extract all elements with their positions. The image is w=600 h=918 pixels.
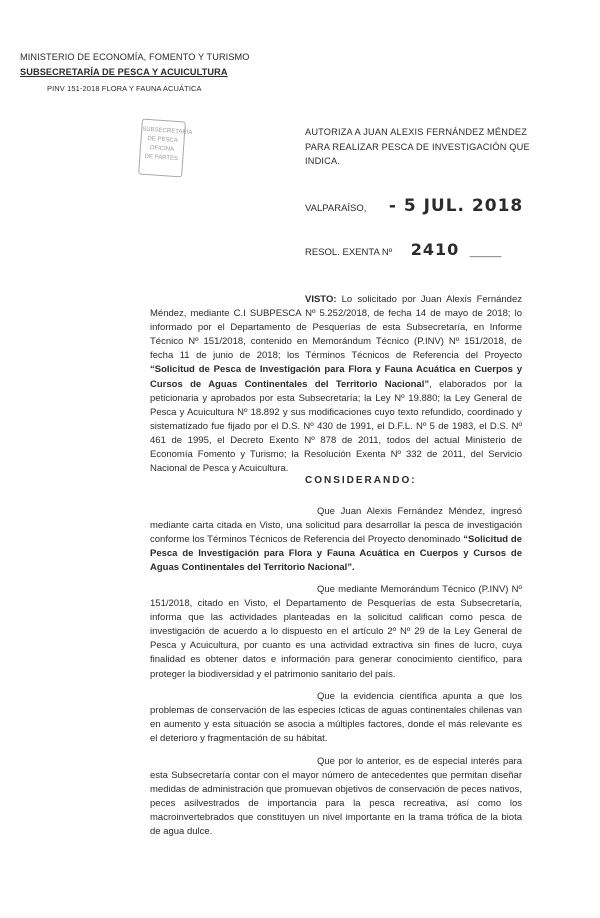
resolution-date: - 5 JUL. 2018 bbox=[388, 196, 524, 216]
office-stamp bbox=[138, 119, 193, 178]
stamp-line: DE PARTES bbox=[144, 153, 179, 163]
considerando-paragraph-4: Que por lo anterior, es de especial interés para esta Subsecretaría contar con el mayor número de antecedentes que permitan diseñar medidas de administración que promuevan objetivos de conservación de peces nativos, peces asilvestrados de importancia para la pesca recreativa, así como los macroinvertebrados que constituyen un nivel importante en la trama trófica de la biota de agua dulce. bbox=[150, 756, 522, 838]
place-date-line bbox=[305, 196, 523, 216]
visto-text-post: , elaborados por la peticionaria y aprobados por esta Subsecretaría; la Ley Nº 19.880; la Ley General de Pesca y Acuicultura Nº 18.892 y sus modificaciones cuyo texto refundido, coordinado y sistematizado fue fijado por el D.S. Nº 430 de 1991, el D.F.L. Nº 5 de 1983, el D.S. Nº 461 de 1995, el Decreto Exento Nº 878 de 2011, todos del actual Ministerio de Economía Fomento y Turismo; la Resolución Exenta Nº 332 de 2011, del Servicio Nacional de Pesca y Acuicultura. bbox=[150, 378, 522, 475]
resolution-number-line bbox=[305, 240, 501, 260]
considerando-1-text: Que Juan Alexis Fernández Méndez, ingresó mediante carta citada en Visto, una solicitud para desarrollar la pesca de investigación conforme los Términos Técnicos de Referencia del Proyecto denominado bbox=[150, 506, 522, 546]
visto-project-title: “Solicitud de Pesca de Investigación para Flora y Fauna Acuática en Cuerpos y Cursos de Aguas Continentales del Territorio Nacional” bbox=[150, 364, 522, 390]
resolution-number: 2410 bbox=[410, 240, 460, 259]
stamp-line: SUBSECRETARÍA bbox=[142, 126, 193, 137]
visto-label: VISTO: bbox=[305, 294, 337, 305]
stamp-line: DE PESCA bbox=[147, 135, 178, 145]
considerando-paragraph-2: Que mediante Memorándum Técnico (P.INV) Nº 151/2018, citado en Visto, el Departamento de Pesquerías de esta Subsecretaría, informa que las actividades planteadas en la solicitud califican como pesca de investigación de acuerdo a lo dispuesto en el artículo 2º Nº 29 de la Ley General de Pesca y Acuicultura, por cuanto es una actividad extractiva sin fines de lucro, cuya finalidad es obtener datos e información para generar conocimiento científico, para proteger la biodiversidad y el patrimonio sanitario del país. bbox=[150, 584, 522, 680]
considerando-1-project-title: “Solicitud de Pesca de Investigación para Flora y Fauna Acuática en Cuerpos y Cursos de Aguas Continentales del Territorio Nacional”. bbox=[150, 534, 522, 574]
ministry-name: MINISTERIO DE ECONOMÍA, FOMENTO Y TURISMO bbox=[20, 52, 250, 62]
stamp-line: OFICINA bbox=[149, 145, 175, 153]
visto-text-pre: Lo solicitado por Juan Alexis Fernández Méndez, mediante C.I SUBPESCA Nº 5.252/2018, de fecha 14 de mayo de 2018; lo informado por el Departamento de Pesquerías de esta Subsecretaría, en Informe Técnico Nº 151/2018, contenido en Memorándum Técnico (P.INV) Nº 151/2018, de fecha 11 de junio de 2018; los Términos Técnicos de Referencia del Proyecto bbox=[150, 294, 522, 362]
resolution-label: RESOL. EXENTA Nº bbox=[305, 247, 393, 258]
considerando-heading: CONSIDERANDO: bbox=[305, 475, 417, 486]
place-label: VALPARAÍSO, bbox=[305, 203, 367, 214]
reference-code: PINV 151-2018 FLORA Y FAUNA ACUÁTICA bbox=[47, 84, 202, 93]
resolution-subject: AUTORIZA A JUAN ALEXIS FERNÁNDEZ MÉNDEZ PARA REALIZAR PESCA DE INVESTIGACIÓN QUE INDICA. bbox=[305, 127, 530, 166]
visto-paragraph bbox=[150, 293, 522, 476]
subsecretaria-name: SUBSECRETARÍA DE PESCA Y ACUICULTURA bbox=[20, 67, 228, 77]
considerando-paragraph-3: Que la evidencia científica apunta a que los problemas de conservación de las especies ícticas de aguas continentales chilenas van en aumento y esta situación se asocia a múltiples factores, donde el más relevante es el deterioro y fragmentación de su hábitat. bbox=[150, 691, 522, 745]
resolution-trail: ______ bbox=[469, 247, 502, 258]
considerando-paragraph-1 bbox=[150, 505, 522, 575]
